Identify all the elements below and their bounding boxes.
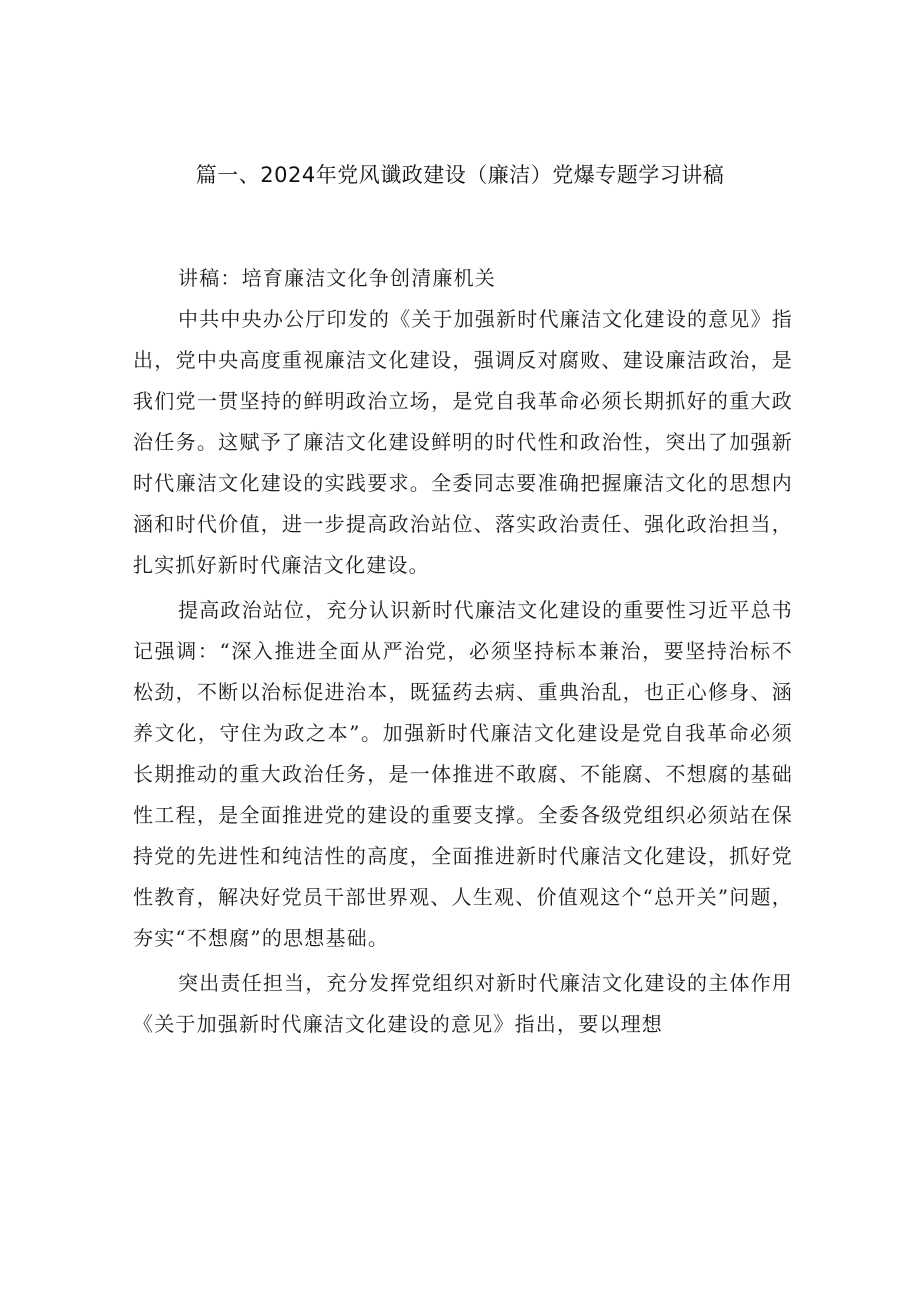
paragraph-1: 中共中央办公厅印发的《关于加强新时代廉洁文化建设的意见》指出，党中央高度重视廉洁文化建设，强调反对腐败、建设廉洁政治，是我们党一贯坚持的鲜明政治立场，是党自我革命必须长期抓好的重大政治任务。这赋予了廉洁文化建设鲜明的时代性和政治性，突出了加强新时代廉洁文化建设的实践要求。全委同志要准确把握廉洁文化的思想内涵和时代价值，进一步提高政治站位、落实政治责任、强化政治担当，扎实抓好新时代廉洁文化建设。 — [133, 307, 793, 577]
document-subtitle: 讲稿：培育廉洁文化争创清廉机关 — [178, 266, 496, 290]
paragraph-2: 提高政治站位，充分认识新时代廉洁文化建设的重要性习近平总书记强调：“深入推进全面从严治党，必须坚持标本兼治，要坚持治标不松劲，不断以治标促进治本，既猛药去病、重典治乱，也正心修身、涵养文化，守住为政之本”。加强新时代廉洁文化建设是党自我革命必须长期推动的重大政治任务，是一体推进不敢腐、不能腐、不想腐的基础性工程，是全面推进党的建设的重要支撑。全委各级党组织必须站在保持党的先进性和纯洁性的高度，全面推进新时代廉洁文化建设，抓好党性教育，解决好党员干部世界观、人生观、价值观这个“总开关”问题，夯实“不想腐”的思想基础。 — [133, 598, 793, 950]
document-body — [133, 258, 793, 1045]
paragraph-3: 突出责任担当，充分发挥党组织对新时代廉洁文化建设的主体作用《关于加强新时代廉洁文化建设的意见》指出，要以理想 — [133, 971, 793, 1036]
document-title: 篇一、2024年党风谶政建设（廉洁）党爆专题学习讲稿 — [195, 163, 725, 187]
